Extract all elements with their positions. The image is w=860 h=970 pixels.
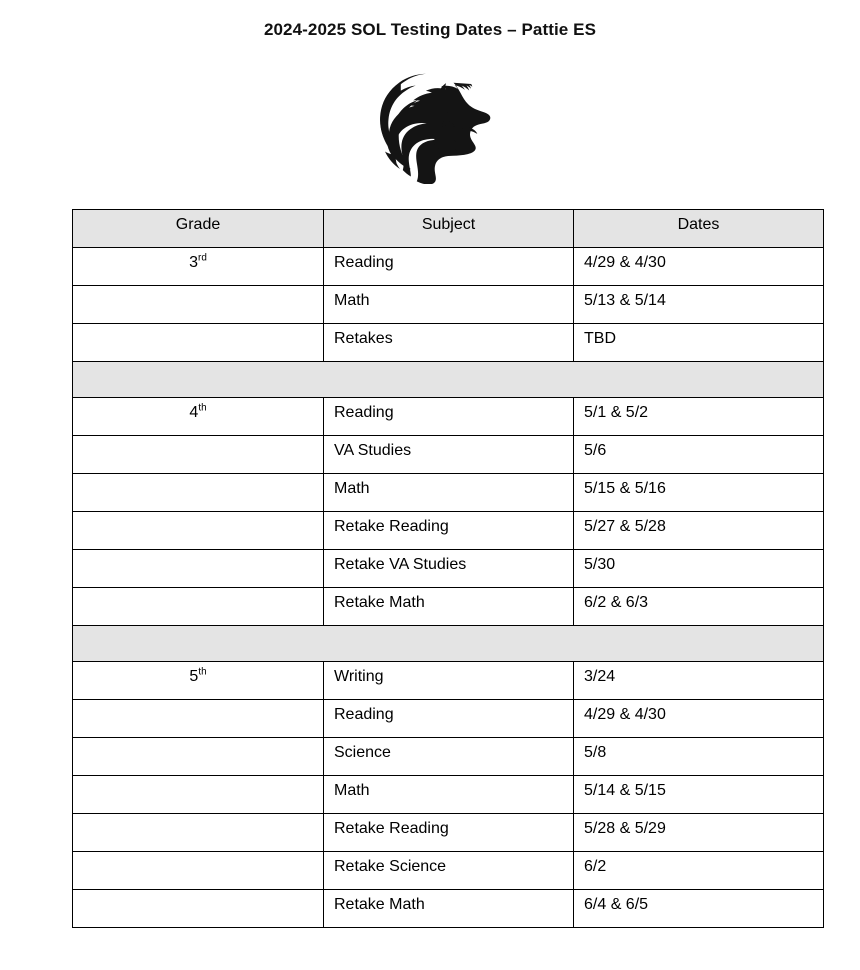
grade-cell-empty xyxy=(73,738,324,776)
subject-cell: Retake Science xyxy=(324,852,574,890)
subject-cell: Science xyxy=(324,738,574,776)
subject-cell: Retake Math xyxy=(324,588,574,626)
sol-testing-dates-table xyxy=(72,209,824,928)
table-row xyxy=(73,738,824,776)
section-spacer-cell xyxy=(73,362,824,398)
table-body xyxy=(73,248,824,928)
section-spacer-row xyxy=(73,626,824,662)
grade-cell xyxy=(73,398,324,436)
dates-cell: 6/4 & 6/5 xyxy=(574,890,824,928)
dates-cell: 5/6 xyxy=(574,436,824,474)
column-header-grade: Grade xyxy=(73,210,324,248)
grade-ordinal-suffix: th xyxy=(198,666,207,678)
school-mascot-logo xyxy=(0,62,860,187)
grade-ordinal-suffix: th xyxy=(198,402,207,414)
grade-number: 4 xyxy=(189,404,199,421)
dates-cell: 6/2 xyxy=(574,852,824,890)
table-row xyxy=(73,662,824,700)
dates-cell: 4/29 & 4/30 xyxy=(574,248,824,286)
grade-cell-empty xyxy=(73,286,324,324)
subject-cell: Reading xyxy=(324,248,574,286)
table-row xyxy=(73,776,824,814)
grade-cell-empty xyxy=(73,852,324,890)
grade-cell-empty xyxy=(73,890,324,928)
subject-cell: Math xyxy=(324,474,574,512)
grade-cell xyxy=(73,662,324,700)
dates-cell: 5/8 xyxy=(574,738,824,776)
table-row xyxy=(73,512,824,550)
grade-cell-empty xyxy=(73,474,324,512)
grade-cell-empty xyxy=(73,588,324,626)
grade-ordinal-suffix: rd xyxy=(198,252,207,264)
subject-cell: Retake VA Studies xyxy=(324,550,574,588)
subject-cell: Reading xyxy=(324,398,574,436)
section-spacer-cell xyxy=(73,626,824,662)
dates-cell: TBD xyxy=(574,324,824,362)
dates-cell: 5/30 xyxy=(574,550,824,588)
subject-cell: Writing xyxy=(324,662,574,700)
dates-cell: 5/28 & 5/29 xyxy=(574,814,824,852)
grade-cell-empty xyxy=(73,550,324,588)
dates-cell: 5/1 & 5/2 xyxy=(574,398,824,436)
table-row xyxy=(73,286,824,324)
table-row xyxy=(73,550,824,588)
dates-cell: 5/27 & 5/28 xyxy=(574,512,824,550)
table-row xyxy=(73,474,824,512)
grade-cell-empty xyxy=(73,776,324,814)
dates-cell: 5/13 & 5/14 xyxy=(574,286,824,324)
dates-cell: 4/29 & 4/30 xyxy=(574,700,824,738)
dates-cell: 5/15 & 5/16 xyxy=(574,474,824,512)
subject-cell: Retake Math xyxy=(324,890,574,928)
page-title: 2024-2025 SOL Testing Dates – Pattie ES xyxy=(263,20,597,39)
subject-cell: VA Studies xyxy=(324,436,574,474)
subject-cell: Retakes xyxy=(324,324,574,362)
grade-cell-empty xyxy=(73,700,324,738)
column-header-dates: Dates xyxy=(574,210,824,248)
table-row xyxy=(73,700,824,738)
grade-cell xyxy=(73,248,324,286)
grade-cell-empty xyxy=(73,324,324,362)
subject-cell: Retake Reading xyxy=(324,814,574,852)
dates-cell: 3/24 xyxy=(574,662,824,700)
table-row xyxy=(73,436,824,474)
subject-cell: Math xyxy=(324,776,574,814)
grade-cell-empty xyxy=(73,814,324,852)
section-spacer-row xyxy=(73,362,824,398)
table-row xyxy=(73,814,824,852)
dates-cell: 5/14 & 5/15 xyxy=(574,776,824,814)
subject-cell: Retake Reading xyxy=(324,512,574,550)
subject-cell: Reading xyxy=(324,700,574,738)
table-row xyxy=(73,398,824,436)
table-row xyxy=(73,324,824,362)
table-header-row xyxy=(73,210,824,248)
grade-cell-empty xyxy=(73,436,324,474)
table-row xyxy=(73,588,824,626)
subject-cell: Math xyxy=(324,286,574,324)
grade-cell-empty xyxy=(73,512,324,550)
grade-number: 3 xyxy=(189,254,199,271)
column-header-subject: Subject xyxy=(324,210,574,248)
bobcat-mascot-logo-icon xyxy=(367,66,493,184)
table-header xyxy=(73,210,824,248)
table-row xyxy=(73,890,824,928)
dates-cell: 6/2 & 6/3 xyxy=(574,588,824,626)
table-row xyxy=(73,852,824,890)
grade-number: 5 xyxy=(189,668,199,685)
table-row xyxy=(73,248,824,286)
